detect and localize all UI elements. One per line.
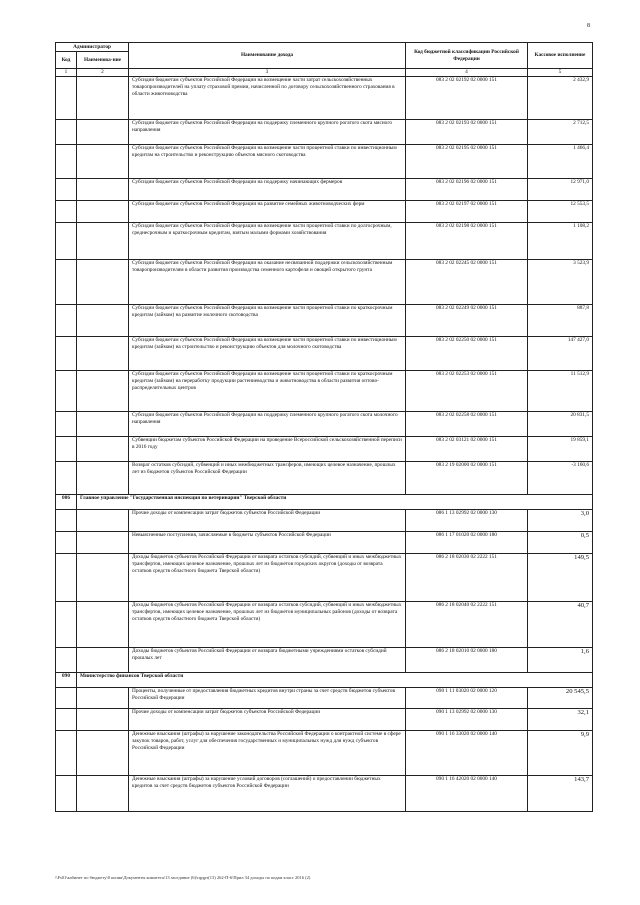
budget-code-cell: 083 2 02 02253 02 0000 151 bbox=[406, 371, 528, 412]
table-row bbox=[56, 776, 593, 812]
empty-cell bbox=[56, 305, 77, 337]
execution-value-cell: 1,6 bbox=[528, 648, 593, 673]
revenue-table bbox=[55, 42, 593, 812]
budget-code-cell: 090 1 16 42020 02 0000 140 bbox=[406, 776, 528, 812]
budget-code-cell: 083 2 02 02197 02 0000 151 bbox=[406, 201, 528, 223]
table-row bbox=[56, 201, 593, 223]
budget-code-cell: 083 2 02 02193 02 0000 151 bbox=[406, 120, 528, 145]
empty-cell bbox=[56, 201, 77, 223]
income-name-cell: Субсидии бюджетам субъектов Российской Федерации на возмещение части процентной ставки по долгосрочным, среднесрочным и краткосрочным кредитам, взятым малыми формами хозяйствования bbox=[129, 223, 406, 260]
col-number: 2 bbox=[77, 69, 129, 77]
income-name-cell: Субвенции бюджетам субъектов Российской Федерации на проведение Всероссийской сельскохозяйственной переписи в 2016 году bbox=[129, 437, 406, 462]
administrator-header: Администратор bbox=[56, 43, 129, 52]
table-row bbox=[56, 260, 593, 305]
budget-code-header: Код бюджетной классификации Российской Федерации bbox=[406, 43, 528, 69]
table-body bbox=[56, 77, 593, 812]
execution-value-cell: -3 160,6 bbox=[528, 462, 593, 495]
table-row bbox=[56, 462, 593, 495]
empty-cell bbox=[77, 602, 129, 648]
empty-cell bbox=[77, 412, 129, 437]
empty-cell bbox=[77, 688, 129, 709]
administrator-code: 090 bbox=[56, 673, 77, 688]
budget-code-cell: 083 2 19 02000 02 0000 151 bbox=[406, 462, 528, 495]
execution-value-cell: 149,5 bbox=[528, 554, 593, 602]
execution-value-cell: 12 971,0 bbox=[528, 179, 593, 201]
budget-code-cell: 083 2 02 02249 02 0000 151 bbox=[406, 305, 528, 337]
table-row bbox=[56, 77, 593, 120]
table-row bbox=[56, 554, 593, 602]
empty-cell bbox=[56, 688, 77, 709]
table-row bbox=[56, 602, 593, 648]
empty-cell bbox=[77, 120, 129, 145]
budget-code-cell: 090 1 16 33020 02 0000 140 bbox=[406, 731, 528, 776]
execution-value-cell: 19 859,1 bbox=[528, 437, 593, 462]
empty-cell bbox=[77, 337, 129, 371]
empty-cell bbox=[56, 179, 77, 201]
income-name-header: Наименование дохода bbox=[129, 43, 406, 69]
empty-cell bbox=[56, 648, 77, 673]
execution-value-cell: 887,8 bbox=[528, 305, 593, 337]
budget-code-cell: 086 2 18 02040 02 2222 151 bbox=[406, 602, 528, 648]
income-name-cell: Невыясненные поступления, зачисляемые в бюджеты субъектов Российской Федерации bbox=[129, 532, 406, 554]
empty-cell bbox=[77, 437, 129, 462]
budget-code-cell: 083 2 02 02196 02 0000 151 bbox=[406, 179, 528, 201]
execution-value-cell: 3,0 bbox=[528, 510, 593, 532]
budget-code-cell: 090 1 13 02992 02 0000 130 bbox=[406, 709, 528, 731]
empty-cell bbox=[77, 371, 129, 412]
empty-cell bbox=[56, 462, 77, 495]
execution-value-cell: 12 553,5 bbox=[528, 201, 593, 223]
empty-cell bbox=[56, 371, 77, 412]
empty-cell bbox=[56, 77, 77, 120]
execution-value-cell: 20 545,5 bbox=[528, 688, 593, 709]
table-row bbox=[56, 412, 593, 437]
income-name-cell: Денежные взыскания (штрафы) за нарушение законодательства Российской Федерации о контрактной системе в сфере закупок товаров, работ, услуг для обеспечения государственных и муниципальных нужд для нужд субъектов Российской Федерации bbox=[129, 731, 406, 776]
table-row bbox=[56, 120, 593, 145]
execution-value-cell: 0,5 bbox=[528, 532, 593, 554]
budget-code-cell: 083 2 02 02258 02 0000 151 bbox=[406, 412, 528, 437]
income-name-cell: Доходы бюджетов субъектов Российской Федерации от возврата остатков субсидий, субвенций и иных межбюджетных трансфертов, имеющих целевое назначение, прошлых лет из бюджетов муниципальных районов (доходы от возврата остатков средств областного бюджета Тверской области) bbox=[129, 602, 406, 648]
income-name-cell: Проценты, полученные от предоставления бюджетных кредитов внутри страны за счет средств бюджетов субъектов Российской Федерации bbox=[129, 688, 406, 709]
budget-code-cell: 090 1 11 03020 02 0000 120 bbox=[406, 688, 528, 709]
execution-value-cell: 1 108,2 bbox=[528, 223, 593, 260]
table-row bbox=[56, 437, 593, 462]
execution-value-cell: 9,9 bbox=[528, 731, 593, 776]
empty-cell bbox=[56, 223, 77, 260]
income-name-cell: Прочие доходы от компенсации затрат бюджетов субъектов Российской Федерации bbox=[129, 510, 406, 532]
empty-cell bbox=[77, 462, 129, 495]
col-number: 1 bbox=[56, 69, 77, 77]
budget-code-cell: 086 2 18 02030 02 2222 151 bbox=[406, 554, 528, 602]
budget-code-cell: 083 2 02 02195 02 0000 151 bbox=[406, 145, 528, 179]
name-short-header: Наименова-ние bbox=[77, 52, 129, 69]
budget-code-cell: 083 2 02 02250 02 0000 151 bbox=[406, 337, 528, 371]
empty-cell bbox=[56, 532, 77, 554]
income-name-cell: Возврат остатков субсидий, субвенций и иных межбюджетных трансферов, имеющих целевое назначение, прошлых лет из бюджетов субъектов Российской Федерации bbox=[129, 462, 406, 495]
income-name-cell: Субсидии бюджетам субъектов Российской Федерации на поддержку начинающих фермеров bbox=[129, 179, 406, 201]
administrator-name: Главное управление "Государственная инспекция по ветеринарии" Тверской области bbox=[77, 495, 593, 510]
table-row bbox=[56, 223, 593, 260]
execution-value-cell: 11 512,9 bbox=[528, 371, 593, 412]
administrator-name: Министерство финансов Тверской области bbox=[77, 673, 593, 688]
file-path-footer: \\Fs01\кабинет по бюджету\0 копия\Документы комитета\13 заседание (6)\прдрт(13) 262-П-6\Прил 34 доходы по кодам класс 2016 (2) bbox=[55, 875, 311, 880]
execution-header: Кассовое исполнение bbox=[528, 43, 593, 69]
income-name-cell: Субсидии бюджетам субъектов Российской Федерации на возмещение части процентной ставки по краткосрочным кредитам (займам) на переработку продукции растениеводства и животноводства в области развития оптово-распределительных центров bbox=[129, 371, 406, 412]
execution-value-cell: 20 831,5 bbox=[528, 412, 593, 437]
execution-value-cell: 32,1 bbox=[528, 709, 593, 731]
income-name-cell: Субсидии бюджетам субъектов Российской Федерации на развитие семейных животноводческих ферм bbox=[129, 201, 406, 223]
table-row bbox=[56, 648, 593, 673]
table-row bbox=[56, 179, 593, 201]
execution-value-cell: 147 427,0 bbox=[528, 337, 593, 371]
income-name-cell: Доходы бюджетов субъектов Российской Федерации от возврата бюджетными учреждениями остатков субсидий прошлых лет bbox=[129, 648, 406, 673]
empty-cell bbox=[77, 532, 129, 554]
execution-value-cell: 2 712,5 bbox=[528, 120, 593, 145]
budget-code-cell: 083 2 02 02192 02 0000 151 bbox=[406, 77, 528, 120]
administrator-code: 086 bbox=[56, 495, 77, 510]
empty-cell bbox=[77, 709, 129, 731]
budget-code-cell: 083 2 02 02245 02 0000 151 bbox=[406, 260, 528, 305]
empty-cell bbox=[56, 260, 77, 305]
section-row bbox=[56, 673, 593, 688]
section-row bbox=[56, 495, 593, 510]
empty-cell bbox=[77, 510, 129, 532]
empty-cell bbox=[77, 201, 129, 223]
empty-cell bbox=[56, 412, 77, 437]
empty-cell bbox=[56, 120, 77, 145]
empty-cell bbox=[77, 223, 129, 260]
empty-cell bbox=[77, 77, 129, 120]
budget-code-cell: 086 2 18 02010 02 0000 180 bbox=[406, 648, 528, 673]
empty-cell bbox=[77, 145, 129, 179]
income-name-cell: Субсидии бюджетам субъектов Российской Федерации на возмещение части затрат сельскохозяйственных товаропроизводителей на уплату страховой премии, начисленной по договору сельскохозяйственного страхования в области животноводства bbox=[129, 77, 406, 120]
empty-cell bbox=[56, 510, 77, 532]
empty-cell bbox=[56, 709, 77, 731]
income-name-cell: Субсидии бюджетам субъектов Российской Федерации на поддержку племенного крупного рогатого скота мясного направления bbox=[129, 120, 406, 145]
income-name-cell: Субсидии бюджетам субъектов Российской Федерации на возмещение части процентной ставки по инвестиционным кредитам на строительство и реконструкцию объектов мясного скотоводства bbox=[129, 145, 406, 179]
table-row bbox=[56, 532, 593, 554]
empty-cell bbox=[56, 776, 77, 812]
empty-cell bbox=[77, 731, 129, 776]
empty-cell bbox=[56, 554, 77, 602]
income-name-cell: Субсидии бюджетам субъектов Российской Федерации на возмещение части процентной ставки по краткосрочным кредитам (займам) на развитие молочного скотоводства bbox=[129, 305, 406, 337]
empty-cell bbox=[77, 260, 129, 305]
page-number: 8 bbox=[587, 23, 590, 29]
execution-value-cell: 2 432,9 bbox=[528, 77, 593, 120]
table-row bbox=[56, 337, 593, 371]
col-number: 4 bbox=[406, 69, 528, 77]
income-name-cell: Прочие доходы от компенсации затрат бюджетов субъектов Российской Федерации bbox=[129, 709, 406, 731]
table-row bbox=[56, 371, 593, 412]
table-row bbox=[56, 709, 593, 731]
table-row bbox=[56, 145, 593, 179]
execution-value-cell: 143,7 bbox=[528, 776, 593, 812]
budget-code-cell: 086 1 13 02992 02 0000 130 bbox=[406, 510, 528, 532]
empty-cell bbox=[56, 731, 77, 776]
income-name-cell: Денежные взыскания (штрафы) за нарушение условий договоров (соглашений) о предоставлении бюджетных кредитов за счет средств бюджетов субъектов Российской Федерации bbox=[129, 776, 406, 812]
budget-code-cell: 083 2 02 03121 02 0000 151 bbox=[406, 437, 528, 462]
table-row bbox=[56, 731, 593, 776]
col-number: 5 bbox=[528, 69, 593, 77]
empty-cell bbox=[77, 648, 129, 673]
execution-value-cell: 3 523,9 bbox=[528, 260, 593, 305]
empty-cell bbox=[56, 145, 77, 179]
empty-cell bbox=[56, 337, 77, 371]
income-name-cell: Субсидии бюджетам субъектов Российской Федерации на оказание несвязанной поддержки сельскохозяйственным товаропроизводителям в области развития производства семенного картофеля и овощей открытого грунта bbox=[129, 260, 406, 305]
table-row bbox=[56, 305, 593, 337]
table-row bbox=[56, 510, 593, 532]
col-number: 3 bbox=[129, 69, 406, 77]
income-name-cell: Доходы бюджетов субъектов Российской Федерации от возврата остатков субсидий, субвенций и иных межбюджетных трансфертов, имеющих целевое назначение, прошлых лет из бюджетов городских округов (доходы от возврата остатков средств областного бюджета Тверской области) bbox=[129, 554, 406, 602]
budget-code-cell: 086 1 17 01020 02 0000 180 bbox=[406, 532, 528, 554]
execution-value-cell: 40,7 bbox=[528, 602, 593, 648]
empty-cell bbox=[77, 776, 129, 812]
table-row bbox=[56, 688, 593, 709]
income-name-cell: Субсидии бюджетам субъектов Российской Федерации на возмещение части процентной ставки по инвестиционным кредитам (займам) на строительство и реконструкцию объектов для молочного скотоводства bbox=[129, 337, 406, 371]
empty-cell bbox=[56, 437, 77, 462]
budget-code-cell: 083 2 02 02198 02 0000 151 bbox=[406, 223, 528, 260]
empty-cell bbox=[56, 602, 77, 648]
empty-cell bbox=[77, 179, 129, 201]
empty-cell bbox=[77, 554, 129, 602]
income-name-cell: Субсидии бюджетам субъектов Российской Федерации на поддержку племенного крупного рогатого скота молочного направления bbox=[129, 412, 406, 437]
empty-cell bbox=[77, 305, 129, 337]
execution-value-cell: 1 466,4 bbox=[528, 145, 593, 179]
code-header: Код bbox=[56, 52, 77, 69]
